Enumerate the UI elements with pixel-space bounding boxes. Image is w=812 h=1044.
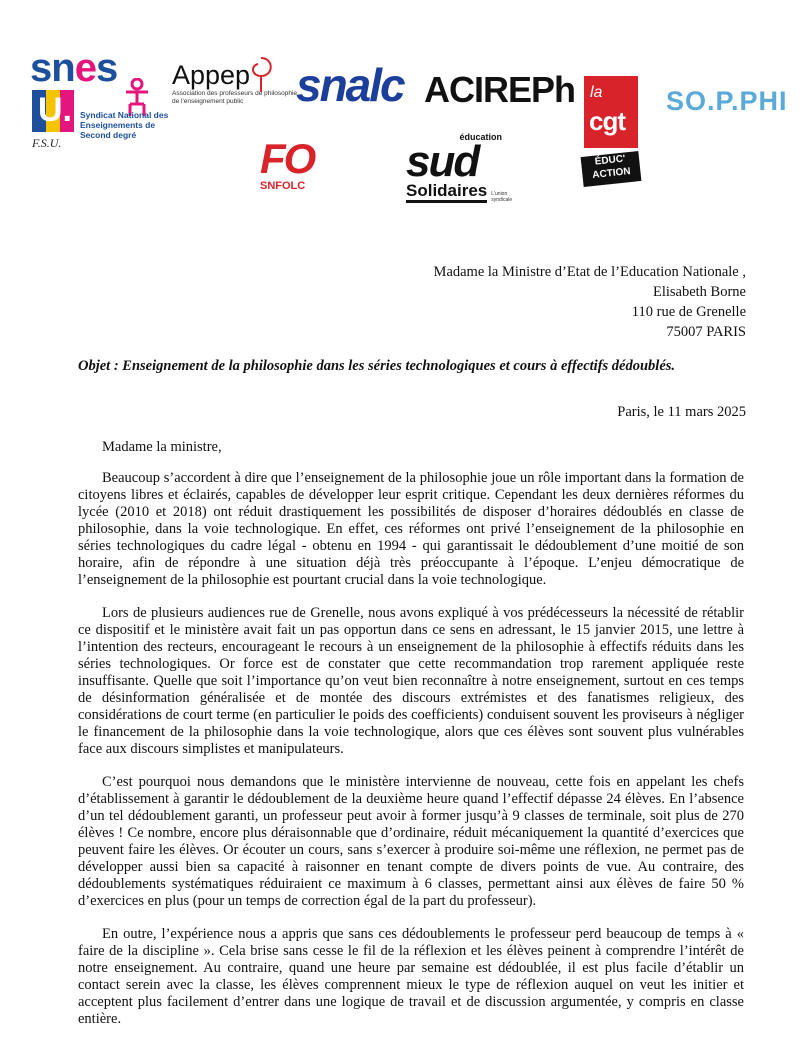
sud-education-label: éducation [459,132,502,142]
address-line: 110 rue de Grenelle [631,304,746,320]
cgt-wordmark: cgt [589,106,625,136]
letter-subject: Objet : Enseignement de la philosophie dans les séries technologiques et cours à effectifs dédoublés. [78,358,676,374]
sud-wordmark: sud [406,137,479,186]
letter-body [78,470,744,1044]
snes-logo-wordmark: snes [30,46,118,90]
acireph-wordmark: ACIREPh [424,69,576,110]
educaction-badge: ÉDUC' ACTION [581,151,642,187]
body-paragraph: En outre, l’expérience nous a appris que sans ces dédoublements le professeur perd beaucoup de temps à « faire de la discipline ». Cela brise sans cesse le fil de la réflexion et les élèves peinent à comprendre l’intérêt de notre enseignement. Au contraire, quand une heure par semaine est dédoublée, il est plus facile d’établir un contact serein avec la classe, les élèves comprennent mieux le type de réflexion auquel on veut les initier et acceptent plus facilement d’entrer dans une logique de travail et de discussion argumentée, y compris en classe entière. [78,926,744,1027]
appep-wordmark: Appep [172,60,251,90]
union-syndicale-label: L'union syndicale [491,191,513,203]
letter-date: Paris, le 11 mars 2025 [617,404,746,420]
address-line: Elisabeth Borne [652,284,746,300]
address-line: Madame la Ministre d’Etat de l’Education Nationale , [433,264,746,280]
fo-snfolc-logo [260,135,320,200]
snes-u-letter: U. [38,91,72,129]
recipient-address [434,262,746,342]
snalc-logo [296,59,426,112]
snes-fsu-logo [30,46,169,158]
snes-fsu-label: F.S.U. [32,136,62,150]
appep-swirl-icon [244,54,278,94]
acireph-logo [424,69,576,112]
cgt-la-label: la [590,84,603,101]
sophi-logo [666,86,786,126]
appep-logo [172,60,302,110]
sophi-wordmark: SO.P.PHI [666,86,788,116]
body-paragraph: Beaucoup s’accordent à dire que l’enseignement de la philosophie joue un rôle important dans la formation de citoyens libres et éclairés, capables de développer leur esprit critique. Cependant les deux dernières réformes du lycée (2010 et 2018) ont réduit drastiquement les possibilités de disposer d’horaires dédoublés en classe de philosophie, dans la voie technologique. En effet, ces réformes ont privé l’enseignement de la philosophie en séries technologiques du cadre légal - obtenu en 1994 - qui garantissait le dédoublement d’une moitié de son horaire, afin de répondre à une situation déjà très préoccupante à l’époque. L’enjeu démocratique de l’enseignement de la philosophie est pourtant crucial dans la voie technologique. [78,470,744,588]
body-paragraph: C’est pourquoi nous demandons que le ministère intervienne de nouveau, cette fois en appelant les chefs d’établissement à garantir le dédoublement de la deuxième heure quand l’effectif dépasse 24 élèves. En l’absence d’un tel dédoublement garanti, un professeur peut avoir à former jusqu’à 9 classes de terminale, soit plus de 270 élèves ! Ce nombre, encore plus déraisonnable que d’ordinaire, réduit mécaniquement la quantité d’exercices que peuvent faire les élèves. Or écouter un cours, sans s’exercer à produire soi-même une réflexion, ne permet pas de développer aussi bien sa capacité à raisonner en tenant compte de divers points de vue. Au contraire, des dédoublements systématiques réduiraient ce maximum à 6 classes, permettant ainsi aux élèves de faire 50 % d’exercices en plus (pour un temps de correction égal de la part du professeur). [78,774,744,909]
cgt-educaction-logo [584,76,640,186]
address-line: 75007 PARIS [666,324,746,340]
sud-education-logo [406,132,516,208]
body-paragraph: Lors de plusieurs audiences rue de Grenelle, nous avons expliqué à vos prédécesseurs la nécessité de rétablir ce dispositif et le ministère avait fait un pas opportun dans ce sens en adressant, le 15 janvier 2015, une lettre à l’intention des recteurs, encourageant le recours à un enseignement de la philosophie à effectifs réduits dans les séries technologiques. Or force est de constater que cette recommandation trop rarement appliquée reste insuffisante. Quelle que soit l’importance qu’on veut bien reconnaître à notre enseignement, surtout en ces temps de désinformation généralisée et de montée des discours extrémistes et des fanatismes religieux, des considérations de court terme (en particulier le poids des coefficients) conduisent souvent les proviseurs à négliger le financement de la philosophie dans la voie technologique, alors que ces élèves sont souvent plus vulnérables face aux discours simplistes et manipulateurs. [78,605,744,757]
appep-subtitle: Association des professeurs de philosophie de l'enseignement public [172,90,298,105]
snfolc-label: SNFOLC [260,180,306,192]
solidaires-label: Solidaires [406,182,487,203]
letter-salutation: Madame la ministre, [102,439,222,455]
fo-wordmark: FO [260,135,315,182]
snes-description: Syndicat National des Enseignements de Second degré [80,110,169,140]
snalc-wordmark: snalc [296,59,404,111]
